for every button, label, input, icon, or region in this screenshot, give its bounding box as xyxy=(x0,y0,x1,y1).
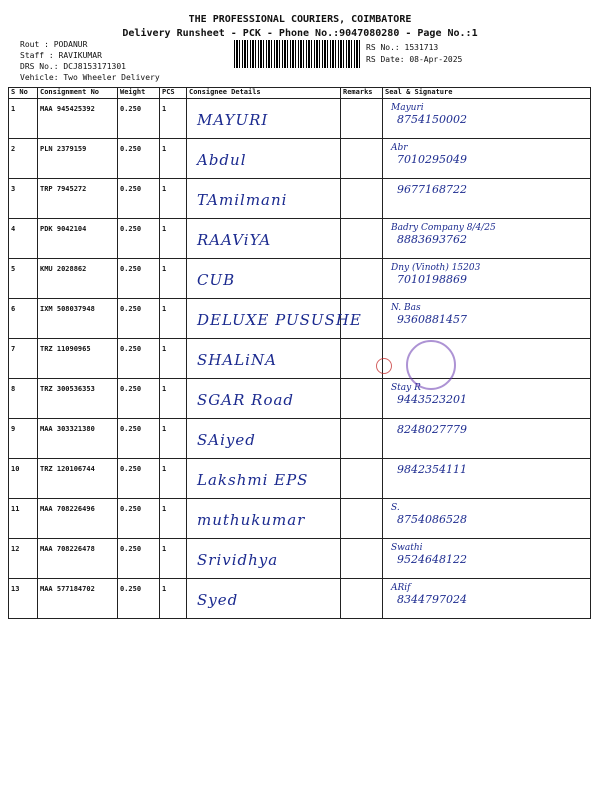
row-weight: 0.250 xyxy=(120,385,142,393)
signature-name: N. Bas xyxy=(391,303,421,313)
row-consignee: muthukumar xyxy=(197,511,306,529)
table-header-row xyxy=(9,88,591,99)
row-consignee-cell xyxy=(187,219,341,259)
row-pcs-cell xyxy=(160,459,187,499)
row-signature-cell xyxy=(383,459,591,499)
row-weight: 0.250 xyxy=(120,185,142,193)
row-sno: 10 xyxy=(11,465,20,473)
row-sno: 3 xyxy=(11,185,16,193)
signature-phone: 8344797024 xyxy=(397,593,467,606)
row-sno: 2 xyxy=(11,145,16,153)
row-pcs: 1 xyxy=(162,265,167,273)
signature xyxy=(383,259,590,286)
row-sno: 7 xyxy=(11,345,16,353)
row-sno-cell xyxy=(9,579,38,619)
rs-date: RS Date: 08-Apr-2025 xyxy=(366,55,463,64)
row-sno: 5 xyxy=(11,265,16,273)
signature-name: ARif xyxy=(391,583,411,593)
row-consignee: MAYURI xyxy=(197,111,269,129)
signature-name: Mayuri xyxy=(391,103,424,113)
row-signature-cell xyxy=(383,299,591,339)
signature xyxy=(383,99,590,126)
staff-label: Staff : RAVIKUMAR xyxy=(20,51,102,60)
row-weight: 0.250 xyxy=(120,345,142,353)
row-consignee-cell xyxy=(187,579,341,619)
row-weight-cell xyxy=(118,579,160,619)
company-title: THE PROFESSIONAL COURIERS, COIMBATORE xyxy=(188,14,412,25)
row-pcs-cell xyxy=(160,259,187,299)
row-pcs: 1 xyxy=(162,585,167,593)
row-weight-cell xyxy=(118,379,160,419)
table-row xyxy=(9,419,591,459)
vehicle-label: Vehicle: Two Wheeler Delivery xyxy=(20,73,160,82)
row-pcs-cell xyxy=(160,99,187,139)
signature-name: Badry Company 8/4/25 xyxy=(391,223,496,233)
row-signature-cell xyxy=(383,99,591,139)
row-consignee-cell xyxy=(187,139,341,179)
row-pcs: 1 xyxy=(162,465,167,473)
row-pcs-cell xyxy=(160,379,187,419)
row-consignment: MAA 303321380 xyxy=(40,425,95,433)
row-pcs: 1 xyxy=(162,225,167,233)
row-weight: 0.250 xyxy=(120,465,142,473)
row-pcs: 1 xyxy=(162,425,167,433)
row-signature-cell xyxy=(383,379,591,419)
row-weight: 0.250 xyxy=(120,425,142,433)
row-remarks-cell xyxy=(341,459,383,499)
row-sno: 13 xyxy=(11,585,20,593)
col-consignee: Consignee Details xyxy=(187,88,341,99)
row-pcs: 1 xyxy=(162,185,167,193)
signature xyxy=(383,499,590,526)
row-weight: 0.250 xyxy=(120,265,142,273)
row-pcs-cell xyxy=(160,139,187,179)
route-label: Rout : PODANUR xyxy=(20,40,88,49)
row-consignee-cell xyxy=(187,539,341,579)
signature-phone: 9360881457 xyxy=(397,313,467,326)
row-weight-cell xyxy=(118,219,160,259)
row-consignee: Lakshmi EPS xyxy=(197,471,309,489)
signature xyxy=(383,219,590,246)
row-consignee-cell xyxy=(187,99,341,139)
row-sno-cell xyxy=(9,259,38,299)
row-consignment: IXM 508037948 xyxy=(40,305,95,313)
row-pcs-cell xyxy=(160,579,187,619)
row-sno-cell xyxy=(9,459,38,499)
row-sno-cell xyxy=(9,539,38,579)
row-consignment-cell xyxy=(38,379,118,419)
row-consignment: MAA 945425392 xyxy=(40,105,95,113)
row-pcs: 1 xyxy=(162,105,167,113)
table-row xyxy=(9,179,591,219)
signature xyxy=(383,299,590,326)
row-weight-cell xyxy=(118,499,160,539)
drs-number: DRS No.: DCJ8153171301 xyxy=(20,62,126,71)
signature xyxy=(383,539,590,566)
signature-phone: 8754086528 xyxy=(397,513,467,526)
row-consignee: CUB xyxy=(197,271,236,289)
row-consignee-cell xyxy=(187,339,341,379)
row-signature-cell xyxy=(383,539,591,579)
signature-name: Dny (Vinoth) 15203 xyxy=(391,263,481,273)
barcode xyxy=(234,40,360,68)
row-weight-cell xyxy=(118,299,160,339)
row-remarks-cell xyxy=(341,499,383,539)
row-sno: 1 xyxy=(11,105,16,113)
table-row xyxy=(9,459,591,499)
row-consignment: TRP 7945272 xyxy=(40,185,87,193)
row-remarks-cell xyxy=(341,259,383,299)
col-consignment: Consignment No xyxy=(38,88,118,99)
row-remarks-cell xyxy=(341,139,383,179)
red-stamp xyxy=(376,358,392,374)
row-consignment-cell xyxy=(38,499,118,539)
signature-name: Abr xyxy=(391,143,408,153)
row-weight-cell xyxy=(118,179,160,219)
col-weight: Weight xyxy=(118,88,160,99)
signature-name: Swathi xyxy=(391,543,423,553)
row-pcs: 1 xyxy=(162,145,167,153)
row-consignment: PLN 2379159 xyxy=(40,145,87,153)
row-consignment: PDK 9042104 xyxy=(40,225,87,233)
row-consignee: SAiyed xyxy=(197,431,256,449)
row-consignment: KMU 2028862 xyxy=(40,265,87,273)
row-sno-cell xyxy=(9,179,38,219)
signature-phone: 7010295049 xyxy=(397,153,467,166)
runsheet-title: Delivery Runsheet - PCK - Phone No.:9047080280 - Page No.:1 xyxy=(122,28,478,39)
row-sno-cell xyxy=(9,499,38,539)
row-pcs-cell xyxy=(160,539,187,579)
row-pcs-cell xyxy=(160,299,187,339)
row-pcs: 1 xyxy=(162,545,167,553)
row-consignment: MAA 708226496 xyxy=(40,505,95,513)
row-signature-cell xyxy=(383,139,591,179)
col-sno: S No xyxy=(9,88,38,99)
row-sno: 11 xyxy=(11,505,20,513)
row-sno: 4 xyxy=(11,225,16,233)
row-signature-cell xyxy=(383,219,591,259)
row-consignee-cell xyxy=(187,299,362,339)
signature xyxy=(383,459,590,476)
seal-stamp xyxy=(406,340,456,390)
row-consignment: MAA 577184702 xyxy=(40,585,95,593)
table-row xyxy=(9,499,591,539)
col-pcs: PCS xyxy=(160,88,187,99)
row-sno-cell xyxy=(9,379,38,419)
table-row xyxy=(9,299,591,339)
signature xyxy=(383,139,590,166)
row-signature-cell xyxy=(383,259,591,299)
row-sno-cell xyxy=(9,299,38,339)
row-signature-cell xyxy=(383,579,591,619)
row-consignee-cell xyxy=(187,259,341,299)
row-remarks-cell xyxy=(341,579,383,619)
row-consignment-cell xyxy=(38,419,118,459)
signature xyxy=(383,579,590,606)
row-weight-cell xyxy=(118,99,160,139)
row-sno: 9 xyxy=(11,425,16,433)
signature-phone: 9443523201 xyxy=(397,393,467,406)
table-row xyxy=(9,259,591,299)
row-pcs: 1 xyxy=(162,505,167,513)
row-weight: 0.250 xyxy=(120,305,142,313)
row-consignee: DELUXE PUSUSHE xyxy=(197,311,362,329)
row-weight-cell xyxy=(118,339,160,379)
table-row xyxy=(9,539,591,579)
row-weight-cell xyxy=(118,139,160,179)
row-weight: 0.250 xyxy=(120,545,142,553)
row-consignee-cell xyxy=(187,419,341,459)
row-consignment-cell xyxy=(38,339,118,379)
row-consignment-cell xyxy=(38,139,118,179)
row-sno-cell xyxy=(9,419,38,459)
row-weight: 0.250 xyxy=(120,105,142,113)
row-remarks-cell xyxy=(341,419,383,459)
col-remarks: Remarks xyxy=(341,88,383,99)
rs-number: RS No.: 1531713 xyxy=(366,43,439,52)
row-consignee-cell xyxy=(187,499,341,539)
row-remarks-cell xyxy=(341,99,383,139)
signature xyxy=(383,179,590,196)
row-pcs-cell xyxy=(160,499,187,539)
row-consignment-cell xyxy=(38,179,118,219)
table-row xyxy=(9,339,591,379)
table-row xyxy=(9,99,591,139)
row-consignee: RAAViYA xyxy=(197,231,272,249)
signature-name: Stay R xyxy=(391,383,421,393)
row-consignment: TRZ 11090965 xyxy=(40,345,91,353)
row-signature-cell xyxy=(383,179,591,219)
row-sno-cell xyxy=(9,99,38,139)
row-weight-cell xyxy=(118,419,160,459)
row-consignment-cell xyxy=(38,219,118,259)
signature-phone: 9842354111 xyxy=(397,463,467,476)
row-consignee: TAmilmani xyxy=(197,191,288,209)
signature-phone: 7010198869 xyxy=(397,273,467,286)
row-sno-cell xyxy=(9,139,38,179)
row-consignment-cell xyxy=(38,539,118,579)
row-remarks-cell xyxy=(341,219,383,259)
row-pcs-cell xyxy=(160,339,187,379)
row-sno: 6 xyxy=(11,305,16,313)
row-sno-cell xyxy=(9,219,38,259)
table-row xyxy=(9,579,591,619)
row-remarks-cell xyxy=(341,339,383,379)
row-signature-cell xyxy=(383,419,591,459)
runsheet-table xyxy=(8,87,591,619)
row-pcs: 1 xyxy=(162,345,167,353)
row-sno: 8 xyxy=(11,385,16,393)
row-consignee-cell xyxy=(187,379,341,419)
table-row xyxy=(9,139,591,179)
row-pcs-cell xyxy=(160,419,187,459)
row-consignment: TRZ 120106744 xyxy=(40,465,95,473)
row-consignment: TRZ 300536353 xyxy=(40,385,95,393)
row-pcs: 1 xyxy=(162,305,167,313)
signature-phone: 8754150002 xyxy=(397,113,467,126)
row-signature-cell xyxy=(383,499,591,539)
row-consignee: Srividhya xyxy=(197,551,279,569)
col-signature: Seal & Signature xyxy=(383,88,591,99)
row-consignee: SHALiNA xyxy=(197,351,277,369)
table-row xyxy=(9,379,591,419)
row-consignee: Abdul xyxy=(197,151,247,169)
row-pcs-cell xyxy=(160,219,187,259)
signature-phone: 9524648122 xyxy=(397,553,467,566)
row-pcs: 1 xyxy=(162,385,167,393)
signature-phone: 9677168722 xyxy=(397,183,467,196)
signature-phone: 8248027779 xyxy=(397,423,467,436)
row-remarks-cell xyxy=(341,379,383,419)
row-consignee: SGAR Road xyxy=(197,391,295,409)
row-consignment-cell xyxy=(38,459,118,499)
signature xyxy=(383,419,590,436)
row-weight-cell xyxy=(118,259,160,299)
row-weight-cell xyxy=(118,539,160,579)
row-consignee-cell xyxy=(187,179,341,219)
row-remarks-cell xyxy=(341,179,383,219)
table-row xyxy=(9,219,591,259)
row-weight-cell xyxy=(118,459,160,499)
row-consignment-cell xyxy=(38,259,118,299)
row-consignment-cell xyxy=(38,579,118,619)
row-weight: 0.250 xyxy=(120,585,142,593)
row-remarks-cell xyxy=(341,539,383,579)
row-consignee-cell xyxy=(187,459,341,499)
row-weight: 0.250 xyxy=(120,225,142,233)
row-consignment-cell xyxy=(38,299,118,339)
row-weight: 0.250 xyxy=(120,505,142,513)
row-sno: 12 xyxy=(11,545,20,553)
signature-name: S. xyxy=(391,503,400,513)
row-sno-cell xyxy=(9,339,38,379)
row-weight: 0.250 xyxy=(120,145,142,153)
row-pcs-cell xyxy=(160,179,187,219)
row-consignee: Syed xyxy=(197,591,239,609)
signature xyxy=(383,339,590,343)
row-consignment: MAA 708226478 xyxy=(40,545,95,553)
signature-phone: 8883693762 xyxy=(397,233,467,246)
row-consignment-cell xyxy=(38,99,118,139)
